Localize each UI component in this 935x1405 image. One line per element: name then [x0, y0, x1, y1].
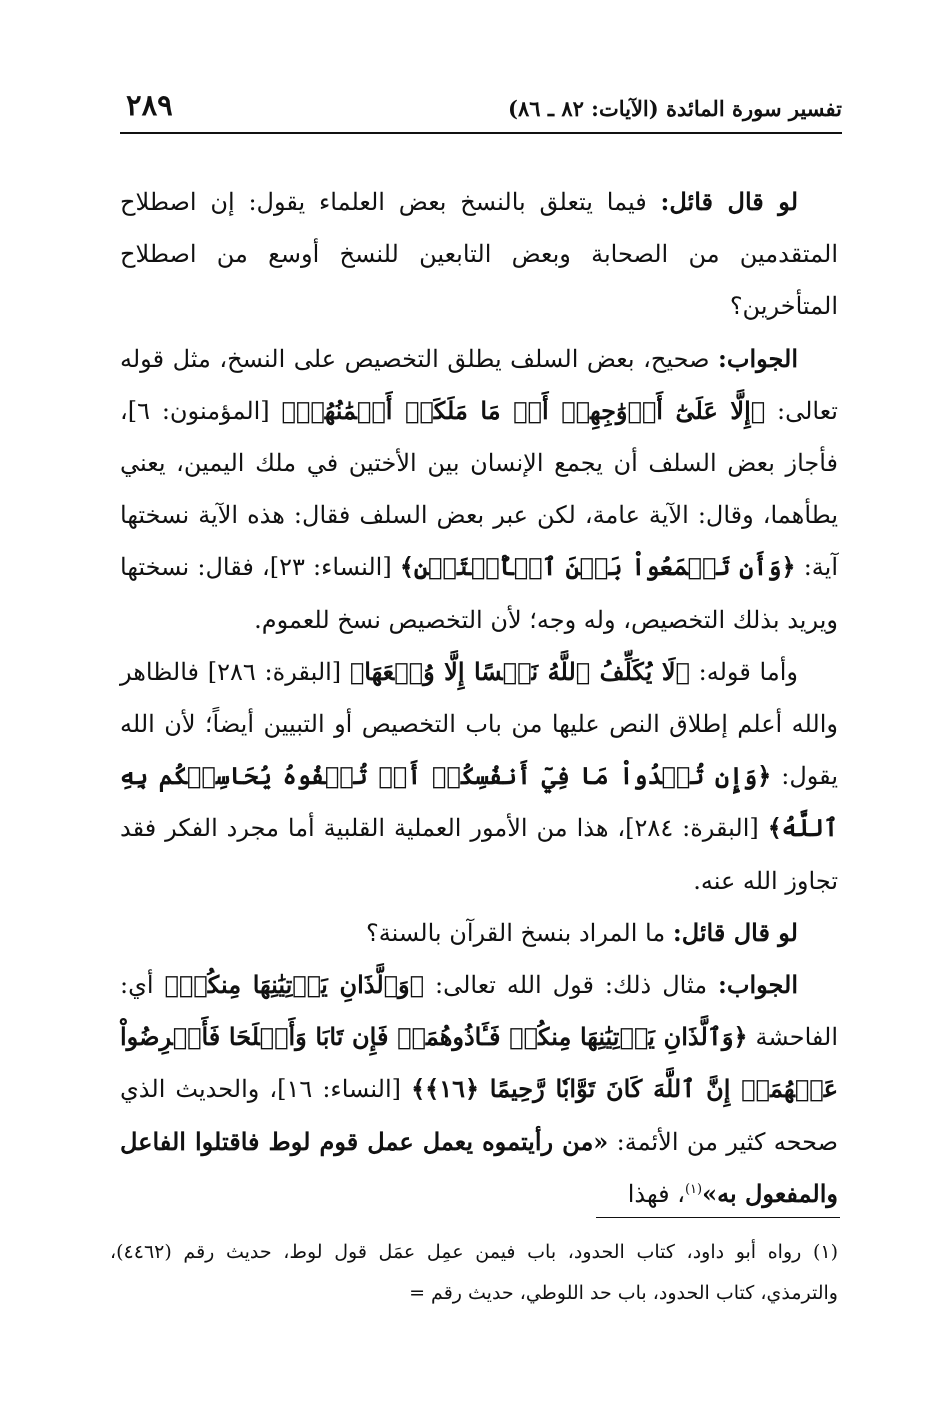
paragraph-text: صحيح، بعض السلف يطلق التخصيص على النسخ، مثل قوله تعالى: — [120, 344, 838, 425]
hadith-quote: «من رأيتموه يعمل عمل قوم لوط فاقتلوا الفاعل والمفعول به» — [120, 1126, 838, 1208]
paragraph-text: ما المراد بنسخ القرآن بالسنة؟ — [366, 918, 673, 947]
footnote-reference[interactable]: (١) — [684, 1181, 703, 1197]
quran-verse: ﴿وَٱلَّذَانِ يَأۡتِيَٰنِهَا مِنكُمۡ﴾ — [164, 970, 425, 1000]
footnote-divider — [596, 1217, 840, 1218]
quran-verse: ﴿إِلَّا عَلَىٰٓ أَزۡوَٰجِهِمۡ أَوۡ مَا مَلَكَتۡ أَيۡمَٰنُهُمۡ﴾ — [281, 395, 766, 425]
paragraph-text: [المؤمنون: ٦]، فأجاز بعض السلف أن يجمع الإنسان بين الأختين في ملك اليمين، يعني يطأهما، وقال: الآية عامة، لكن عبر بعض السلف فقال: هذه الآية نسختها آية: — [120, 396, 839, 582]
paragraph-text: فيما يتعلق بالنسخ بعض العلماء يقول: إن اصطلاح المتقدمين من الصحابة وبعض التابعين للنسخ أوسع من اصطلاح المتأخرين؟ — [120, 188, 838, 321]
paragraph-text: [النساء: ٢٣]، فقال: نسختها ويريد بذلك التخصيص، وله وجه؛ لأن التخصيص نسخ للعموم. — [120, 553, 838, 634]
page-number: ٢٨٩ — [126, 88, 173, 122]
paragraph-question-2 — [120, 907, 838, 959]
paragraph-text: [النساء: ١٦]، والحديث الذي صححه كثير من الأئمة: — [120, 1075, 839, 1156]
quran-verse: ﴿وَٱلَّذَانِ يَأۡتِيَٰنِهَا مِنكُمۡ فَـَٔاذُوهُمَاۖ فَإِن تَابَا وَأَصۡلَحَا فَأَعۡرِضُواْ عَنۡهُمَآۗ إِنَّ ٱللَّهَ كَانَ تَوَّابٗا رَّحِيمًا ﴿١٦﴾﴾ — [120, 1022, 839, 1104]
paragraph-question-1 — [120, 176, 838, 333]
header-rule — [120, 132, 842, 134]
paragraph-text: مثال ذلك: قول الله تعالى: — [424, 971, 719, 1000]
answer-lead: الجواب: — [718, 970, 799, 1000]
answer-lead: الجواب: — [718, 343, 798, 373]
paragraph-text: ، فهذا — [627, 1179, 685, 1208]
paragraph-discussion — [120, 646, 838, 907]
paragraph-text: [البقرة: ٢٨٦] فالظاهر والله أعلم إطلاق النص عليها من باب التخصيص أو التبيين أيضاً؛ لأن الله يقول: — [120, 657, 839, 791]
paragraph-text: وأما قوله: — [689, 657, 798, 686]
page-header — [120, 88, 842, 132]
footnote-item: (١) رواه أبو داود، كتاب الحدود، باب فيمن عمِل عمَل قول لوط، حديث رقم (٤٤٦٢)، والترمذي، كتاب الحدود، باب حد اللوطي، حديث رقم = — [110, 1241, 838, 1304]
quran-verse: ﴿وَإِن تُبۡدُواْ مَا فِيٓ أَنفُسِكُمۡ أَوۡ تُخۡفُوهُ يُحَاسِبۡكُم بِهِ ٱللَّهُ﴾ — [120, 761, 838, 843]
paragraph-answer-2 — [120, 959, 838, 1220]
running-title: تفسير سورة المائدة (الآيات: ٨٢ ـ ٨٦) — [508, 96, 842, 121]
paragraph-answer-1 — [120, 333, 838, 646]
question-lead: لو قال قائل: — [672, 917, 798, 947]
quran-verse: ﴿وَأَن تَجۡمَعُواْ بَيۡنَ ٱلۡأُخۡتَيۡنِ﴾ — [399, 552, 796, 582]
quran-verse: ﴿لَا يُكَلِّفُ ٱللَّهُ نَفۡسًا إِلَّا وُسۡعَهَا﴾ — [349, 656, 690, 686]
paragraph-text: أي: الفاحشة — [120, 971, 838, 1052]
footnotes — [110, 1232, 838, 1314]
page-body — [120, 176, 838, 1220]
question-lead: لو قال قائل: — [660, 187, 799, 216]
paragraph-text: [البقرة: ٢٨٤]، هذا من الأمور العملية القلبية أما مجرد الفكر فقد تجاوز الله عنه. — [120, 814, 838, 895]
